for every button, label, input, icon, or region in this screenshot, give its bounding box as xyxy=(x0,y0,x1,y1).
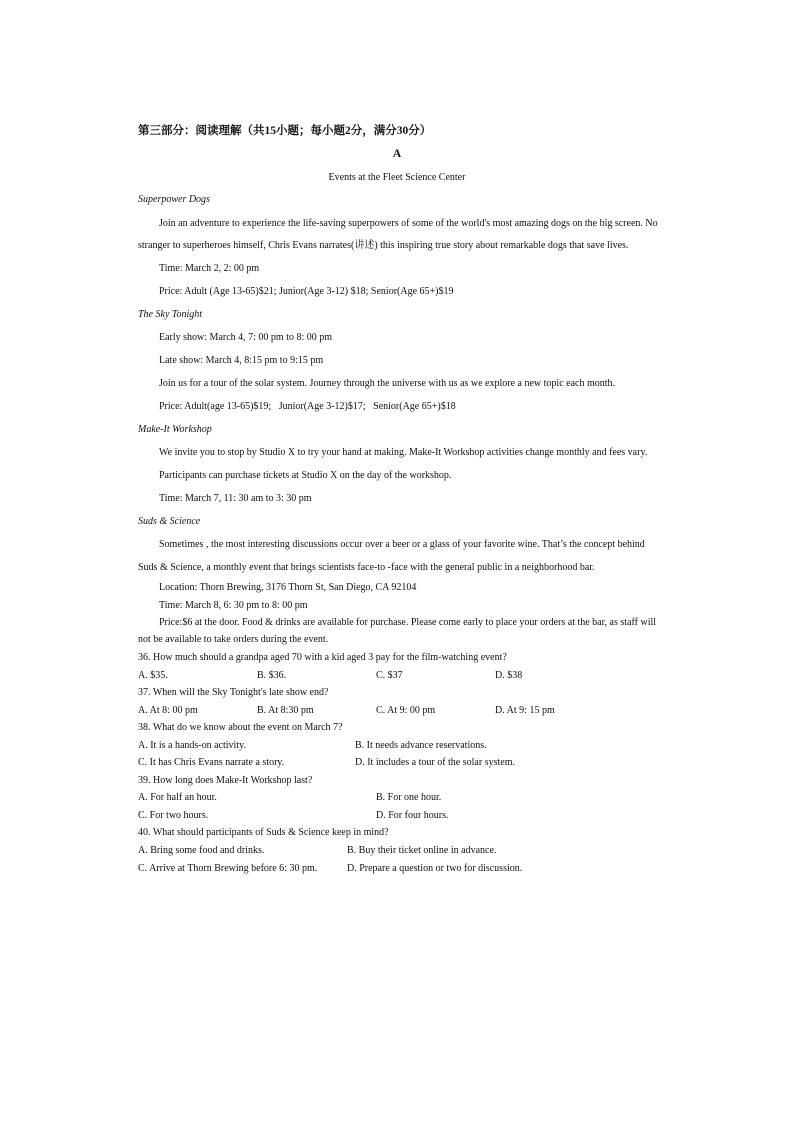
answer-option: A. Bring some food and drinks. xyxy=(138,845,265,856)
event-early-show: Early show: March 4, 7: 00 pm to 8: 00 pm xyxy=(159,332,333,343)
event-desc-line: Suds & Science, a monthly event that brings scientists face-to -face with the general public in a neighborhood bar. xyxy=(138,562,595,573)
event-late-show: Late show: March 4, 8:15 pm to 9:15 pm xyxy=(159,355,324,366)
event-desc-line: Join an adventure to experience the life-saving superpowers of some of the world's most amazing dogs on the big screen. No xyxy=(159,218,658,229)
answer-option: C. $37 xyxy=(376,670,403,681)
answer-option: A. It is a hands-on activity. xyxy=(138,740,246,751)
answer-option: C. At 9: 00 pm xyxy=(376,705,436,716)
passage-title: Events at the Fleet Science Center xyxy=(328,172,466,183)
question-stem: 39. How long does Make-It Workshop last? xyxy=(138,775,313,786)
question-stem: 37. When will the Sky Tonight's late show end? xyxy=(138,687,329,698)
answer-option: D. $38 xyxy=(495,670,523,681)
answer-option: B. At 8:30 pm xyxy=(257,705,314,716)
answer-option: B. Buy their ticket online in advance. xyxy=(347,845,497,856)
question-stem: 40. What should participants of Suds & Science keep in mind? xyxy=(138,827,389,838)
answer-option: D. Prepare a question or two for discussion. xyxy=(347,863,523,874)
answer-option: B. $36. xyxy=(257,670,287,681)
answer-option: D. For four hours. xyxy=(376,810,449,821)
event-time: Time: March 7, 11: 30 am to 3: 30 pm xyxy=(159,493,312,504)
event-title-make-it: Make-It Workshop xyxy=(138,424,212,435)
event-price: Price: Adult (Age 13-65)$21; Junior(Age 3-12) $18; Senior(Age 65+)$19 xyxy=(159,286,454,297)
answer-option: C. For two hours. xyxy=(138,810,209,821)
event-location: Location: Thorn Brewing, 3176 Thorn St, San Diego, CA 92104 xyxy=(159,582,417,593)
answer-option: C. Arrive at Thorn Brewing before 6: 30 pm. xyxy=(138,863,318,874)
answer-option: C. It has Chris Evans narrate a story. xyxy=(138,757,285,768)
event-title-sky-tonight: The Sky Tonight xyxy=(138,309,203,320)
section-header: 第三部分：阅读理解（共15小题；每小题2分，满分30分） xyxy=(138,125,432,137)
answer-option: A. $35. xyxy=(138,670,168,681)
event-time: Time: March 8, 6: 30 pm to 8: 00 pm xyxy=(159,600,308,611)
event-price: not be available to take orders during the event. xyxy=(138,634,329,645)
event-price: Price:$6 at the door. Food & drinks are available for purchase. Please come early to place your orders at the bar, as staff will xyxy=(159,617,657,628)
event-desc-line: Join us for a tour of the solar system. Journey through the universe with us as we explore a new topic each month. xyxy=(159,378,616,389)
answer-option: B. It needs advance reservations. xyxy=(355,740,487,751)
answer-option: A. At 8: 00 pm xyxy=(138,705,198,716)
event-price: Price: Adult(age 13-65)$19; Junior(Age 3-12)$17; Senior(Age 65+)$18 xyxy=(159,401,456,412)
question-stem: 38. What do we know about the event on March 7? xyxy=(138,722,343,733)
event-desc-line: Sometimes , the most interesting discussions occur over a beer or a glass of your favorite wine. That’s the concept behind xyxy=(159,539,645,550)
event-desc-line: stranger to superheroes himself, Chris Evans narrates(讲述) this inspiring true story about remarkable dogs that save lives. xyxy=(138,240,629,251)
event-title-superpower-dogs: Superpower Dogs xyxy=(138,194,210,205)
event-desc-line: Participants can purchase tickets at Studio X on the day of the workshop. xyxy=(159,470,452,481)
answer-option: D. At 9: 15 pm xyxy=(495,705,555,716)
event-title-suds-science: Suds & Science xyxy=(138,516,201,527)
answer-option: B. For one hour. xyxy=(376,792,442,803)
answer-option: D. It includes a tour of the solar system. xyxy=(355,757,515,768)
answer-option: A. For half an hour. xyxy=(138,792,217,803)
event-desc-line: We invite you to stop by Studio X to try your hand at making. Make-It Workshop activities change monthly and fees vary. xyxy=(159,447,648,458)
event-time: Time: March 2, 2: 00 pm xyxy=(159,263,260,274)
passage-letter: A xyxy=(392,148,402,160)
question-stem: 36. How much should a grandpa aged 70 with a kid aged 3 pay for the film-watching event? xyxy=(138,652,507,663)
